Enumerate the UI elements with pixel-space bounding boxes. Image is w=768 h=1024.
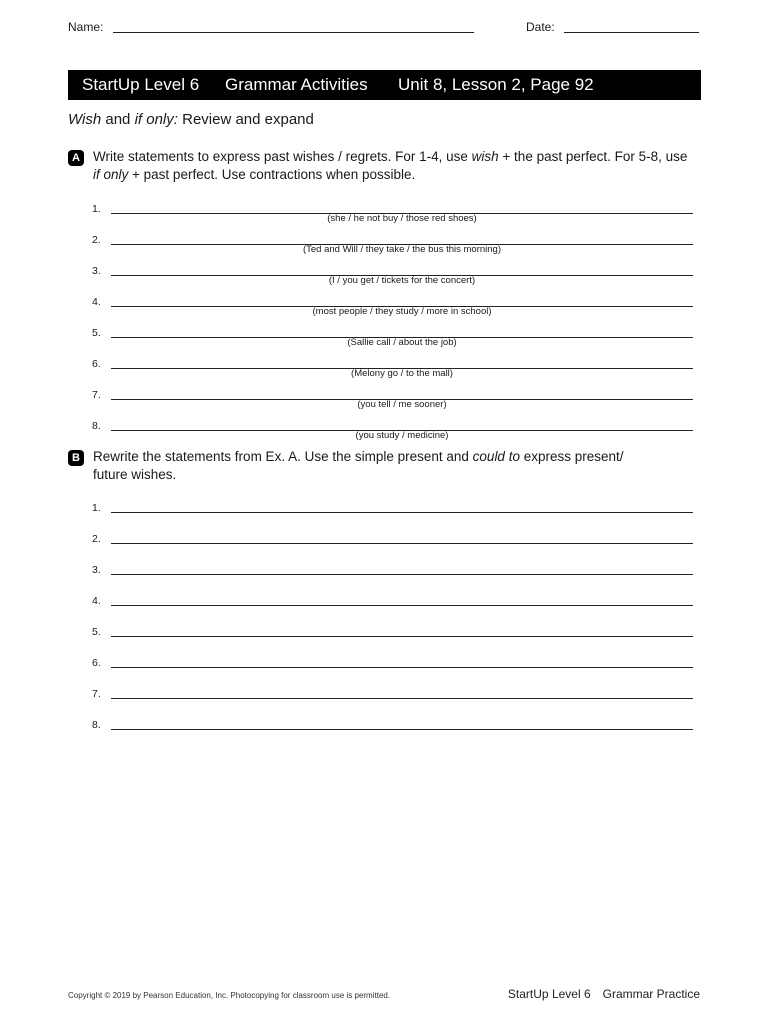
title-bar <box>68 70 701 100</box>
item-number: 5. <box>92 626 101 638</box>
exercise-b-instruction: Rewrite the statements from Ex. A. Use the simple present and could to express present/ future wishes. <box>93 449 624 482</box>
exercise-a-instruction: Write statements to express past wishes / regrets. For 1-4, use wish + the past perfect. For 5-8, use if only + past perfect. Use contractions when possible. <box>93 149 688 182</box>
date-field[interactable] <box>564 32 699 33</box>
exercise-b-badge: B <box>68 450 84 466</box>
item-prompt: (you study / medicine) <box>355 430 449 441</box>
item-number: 1. <box>92 203 101 215</box>
item-prompt: (Melony go / to the mall) <box>351 368 453 379</box>
item-number: 4. <box>92 296 101 308</box>
footer-series: Grammar Practice <box>602 987 700 1001</box>
item-number: 2. <box>92 533 101 545</box>
title-location: Unit 8, Lesson 2, Page 92 <box>398 75 594 94</box>
item-number: 8. <box>92 420 101 432</box>
item-number: 2. <box>92 234 101 246</box>
footer-book-info <box>508 987 700 1001</box>
item-number: 6. <box>92 358 101 370</box>
answer-line[interactable] <box>111 512 693 513</box>
date-label: Date: <box>526 20 555 34</box>
item-prompt: (you tell / me sooner) <box>357 399 447 410</box>
copyright-notice: Copyright © 2019 by Pearson Education, Inc. Photocopying for classroom use is permitted. <box>68 991 391 1000</box>
item-number: 7. <box>92 688 101 700</box>
item-number: 3. <box>92 564 101 576</box>
answer-line[interactable] <box>111 698 693 699</box>
answer-line[interactable] <box>111 636 693 637</box>
item-number: 1. <box>92 502 101 514</box>
title-level: StartUp Level 6 <box>82 75 200 94</box>
answer-line[interactable] <box>111 667 693 668</box>
item-prompt: (she / he not buy / those red shoes) <box>327 213 477 224</box>
item-number: 6. <box>92 657 101 669</box>
item-number: 7. <box>92 389 101 401</box>
answer-line[interactable] <box>111 605 693 606</box>
item-prompt: (Ted and Will / they take / the bus this morning) <box>302 244 501 255</box>
item-prompt: (I / you get / tickets for the concert) <box>328 275 476 286</box>
item-prompt: (most people / they study / more in school) <box>312 306 492 317</box>
item-prompt: (Sallie call / about the job) <box>347 337 457 348</box>
item-number: 5. <box>92 327 101 339</box>
title-section: Grammar Activities <box>225 75 368 94</box>
item-number: 3. <box>92 265 101 277</box>
answer-line[interactable] <box>111 574 693 575</box>
page-subtitle: Wish and if only: Review and expand <box>68 111 314 128</box>
footer-book: StartUp Level 6 <box>507 987 591 1001</box>
item-number: 4. <box>92 595 101 607</box>
answer-line[interactable] <box>111 729 693 730</box>
name-field[interactable] <box>113 32 474 33</box>
answer-line[interactable] <box>111 543 693 544</box>
exercise-a-badge: A <box>68 150 84 166</box>
name-label: Name: <box>68 20 104 34</box>
item-number: 8. <box>92 719 101 731</box>
